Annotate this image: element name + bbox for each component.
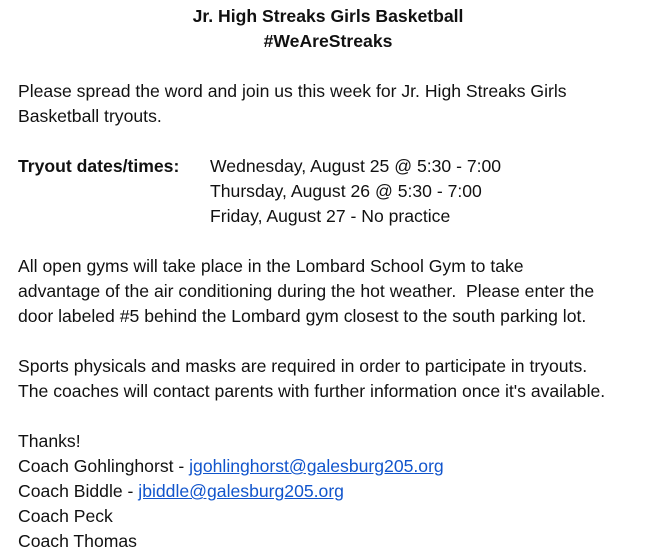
gym-info-paragraph	[18, 254, 656, 329]
spacer	[18, 129, 656, 154]
coach-name: Coach Peck	[18, 506, 113, 526]
tryout-schedule	[18, 154, 656, 229]
coach-line-thomas	[18, 529, 656, 554]
spacer	[18, 229, 656, 254]
tryout-date-item: Friday, August 27 - No practice	[210, 206, 451, 226]
document-title	[18, 4, 638, 54]
spacer	[18, 54, 656, 79]
gym-info-line-1: All open gyms will take place in the Lombard School Gym to take	[18, 256, 524, 276]
coach-name: Coach Thomas	[18, 531, 137, 551]
coach-email-link[interactable]: jbiddle@galesburg205.org	[138, 481, 344, 501]
coach-line-peck	[18, 504, 656, 529]
hashtag-line: #WeAreStreaks	[263, 31, 393, 51]
tryout-date-list	[210, 154, 501, 229]
coach-line-gohlinghorst	[18, 454, 656, 479]
intro-line-1: Please spread the word and join us this week for Jr. High Streaks Girls	[18, 81, 567, 101]
thanks-text: Thanks!	[18, 431, 81, 451]
gym-info-line-3: door labeled #5 behind the Lombard gym closest to the south parking lot.	[18, 306, 587, 326]
requirements-paragraph	[18, 354, 656, 404]
spacer	[18, 329, 656, 354]
signoff-section	[18, 429, 656, 554]
intro-paragraph	[18, 79, 656, 129]
tryout-date-item: Wednesday, August 25 @ 5:30 - 7:00	[210, 156, 502, 176]
tryout-label: Tryout dates/times:	[18, 156, 180, 176]
coach-name: Coach Biddle -	[18, 481, 139, 501]
intro-line-2: Basketball tryouts.	[18, 106, 162, 126]
gym-info-line-2: advantage of the air conditioning during the hot weather. Please enter the	[18, 281, 595, 301]
requirements-line-1: Sports physicals and masks are required in order to participate in tryouts.	[18, 356, 588, 376]
title-line: Jr. High Streaks Girls Basketball	[192, 6, 464, 26]
tryout-date-item: Thursday, August 26 @ 5:30 - 7:00	[210, 181, 482, 201]
spacer	[18, 404, 656, 429]
coach-email-link[interactable]: jgohlinghorst@galesburg205.org	[189, 456, 444, 476]
coach-name: Coach Gohlinghorst -	[18, 456, 190, 476]
requirements-line-2: The coaches will contact parents with further information once it's available.	[18, 381, 606, 401]
coach-line-biddle	[18, 479, 656, 504]
